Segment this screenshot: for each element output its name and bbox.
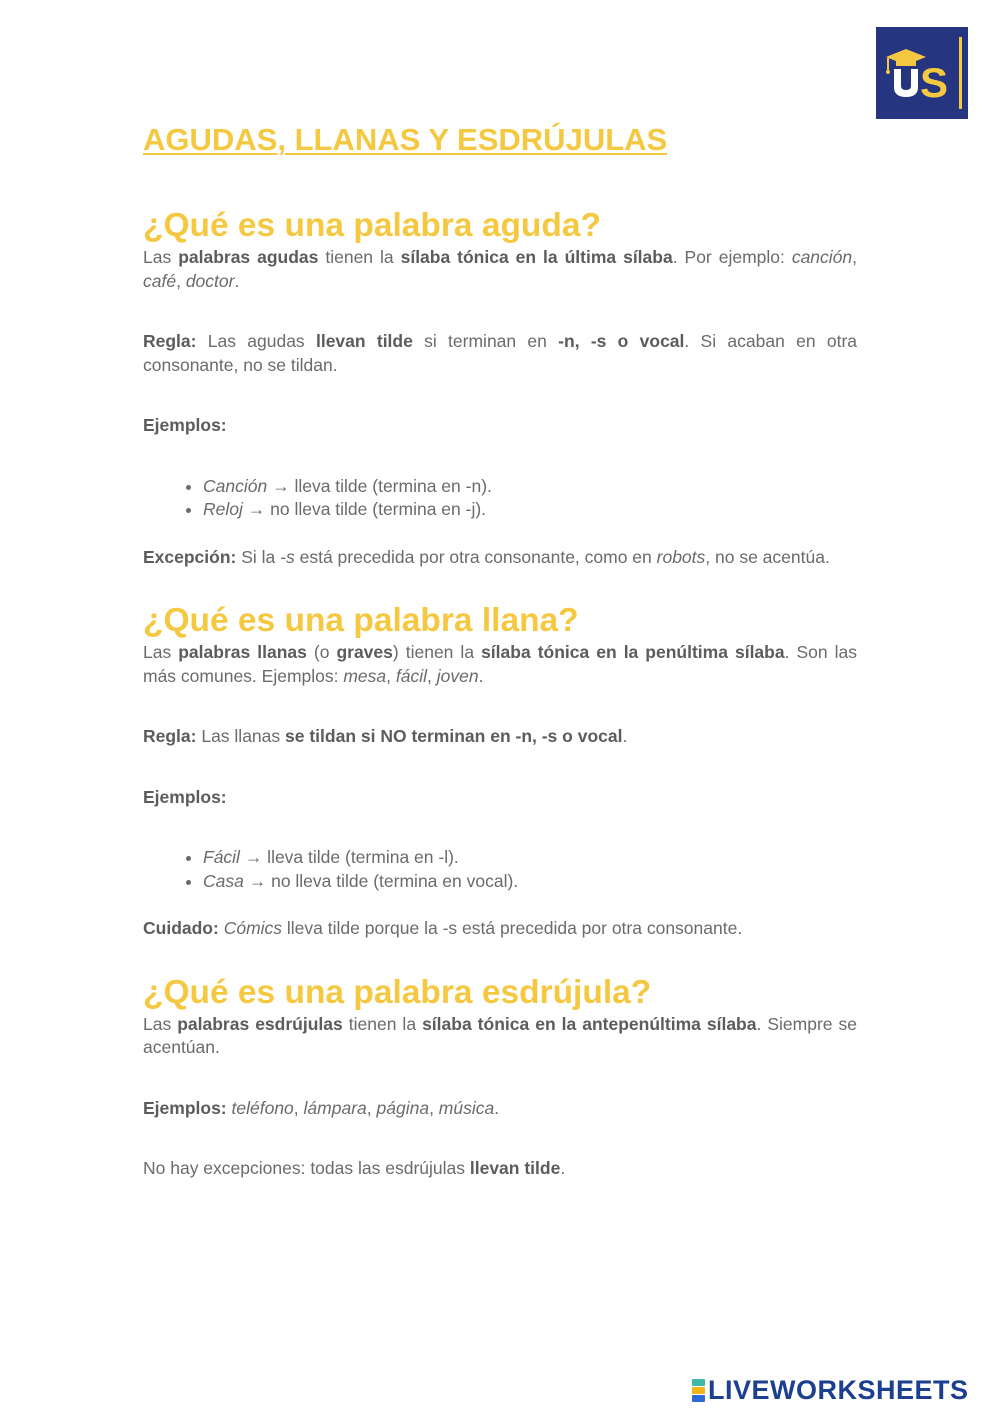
llana-rule: Regla: Las llanas se tildan si NO terminan en -n, -s o vocal. xyxy=(143,726,628,746)
document-body xyxy=(143,120,857,1181)
list-item: • Fácil → lleva tilde (termina en -l). xyxy=(203,846,857,870)
aguda-rule: Regla: Las agudas llevan tilde si terminan en -n, -s o vocal. Si acaban en otra consonante, no se tildan. xyxy=(143,331,857,375)
aguda-examples-label: Ejemplos: xyxy=(143,415,227,435)
liveworksheets-footer xyxy=(692,1374,969,1406)
llana-examples-label: Ejemplos: xyxy=(143,786,227,807)
list-item: • Canción → lleva tilde (termina en -n). xyxy=(203,475,857,499)
esdrujula-examples: Ejemplos: teléfono, lámpara, página, música. xyxy=(143,1097,500,1118)
section-title-aguda: ¿Qué es una palabra aguda? xyxy=(143,207,601,244)
aguda-intro: Las palabras agudas tienen la sílaba tónica en la última sílaba. Por ejemplo: canción, café, doctor. xyxy=(143,247,858,291)
list-item: • Reloj → no lleva tilde (termina en -j). xyxy=(203,498,857,522)
esdrujula-note: No hay excepciones: todas las esdrújulas llevan tilde. xyxy=(143,1158,566,1178)
svg-text:S: S xyxy=(920,59,949,106)
liveworksheets-logo-icon xyxy=(692,1378,705,1402)
section-title-llana: ¿Qué es una palabra llana? xyxy=(143,602,579,639)
list-item: • Casa → no lleva tilde (termina en vocal). xyxy=(203,870,857,894)
footer-brand: LIVEWORKSHEETS xyxy=(708,1375,969,1405)
school-logo xyxy=(876,27,968,119)
esdrujula-intro: Las palabras esdrújulas tienen la sílaba tónica en la antepenúltima sílaba. Siempre se acentúan. xyxy=(143,1013,857,1057)
aguda-exception: Excepción: Si la -s está precedida por otra consonante, como en robots, no se acentúa. xyxy=(143,546,830,567)
llana-examples-list xyxy=(143,846,857,893)
section-title-esdrujula: ¿Qué es una palabra esdrújula? xyxy=(143,973,652,1011)
llana-intro: Las palabras llanas (o graves) tienen la sílaba tónica en la penúltima sílaba. Son las más comunes. Ejemplos: mesa, fácil, joven. xyxy=(143,642,857,686)
llana-caution: Cuidado: Cómics lleva tilde porque la -s está precedida por otra consonante. xyxy=(143,918,743,938)
aguda-examples-list xyxy=(143,475,857,522)
document-title: AGUDAS, LLANAS Y ESDRÚJULAS xyxy=(143,122,668,157)
